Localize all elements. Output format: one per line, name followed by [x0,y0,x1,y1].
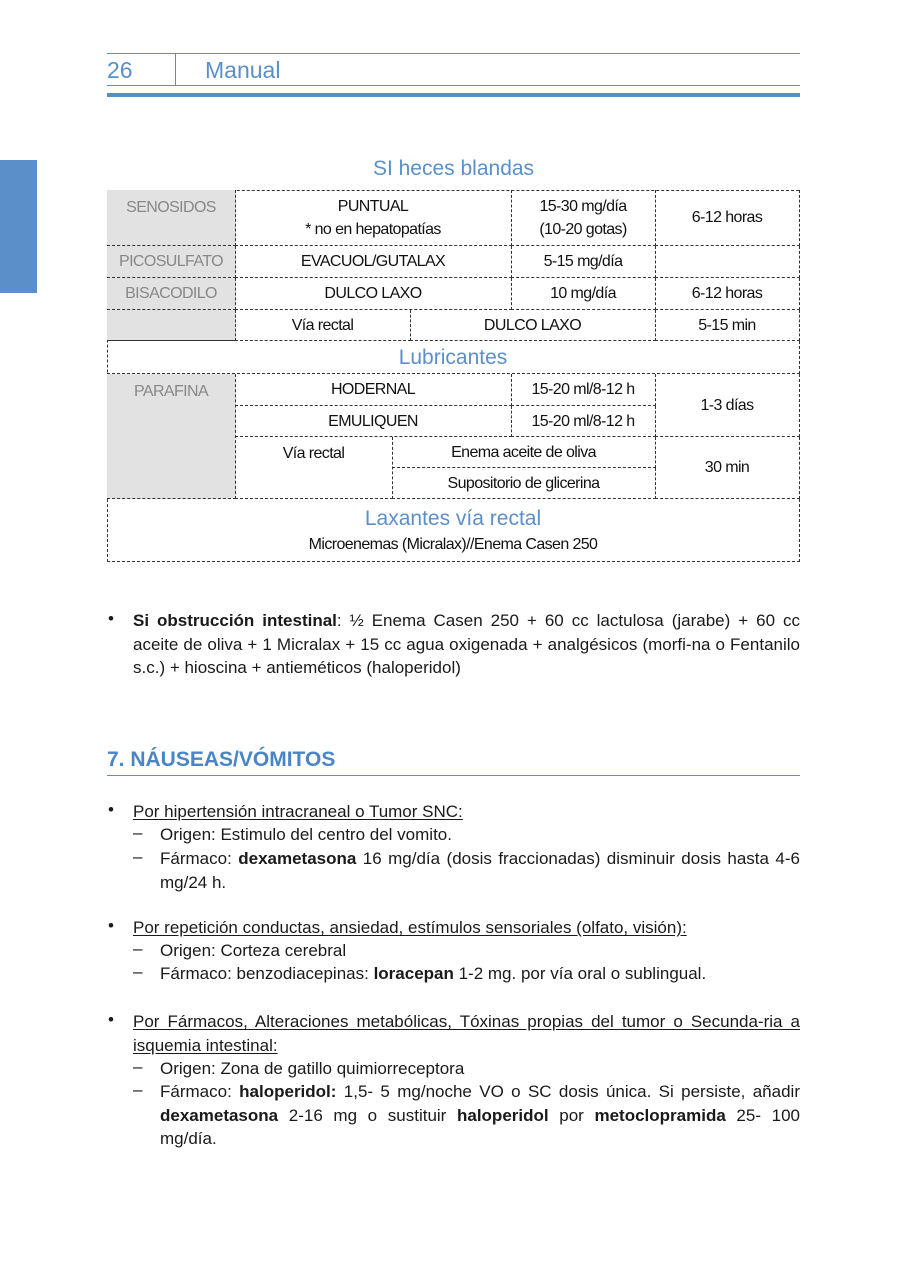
brand-cell: DULCO LAXO [235,278,512,310]
drug-name: haloperidol [456,1105,549,1125]
drug-name: dexametasona [160,1105,279,1125]
route-cell: Vía rectal [235,437,393,499]
laxantes-text: Microenemas (Micralax)//Enema Casen 250 [308,535,598,553]
bullet: • [108,800,114,819]
item-title-text: Por Fármacos, Alteraciones metabólicas, Tóxinas propias del tumor o Secunda-ria a isquemia intestinal: [133,1012,800,1055]
section-title-heces: SI heces blandas [372,157,535,180]
brand-name: PUNTUAL [337,197,409,215]
t: 1,5- 5 mg/noche VO o SC dosis única. Si persiste, añadir [336,1082,800,1101]
item-title [133,800,800,824]
drug-cell: PARAFINA [107,374,236,499]
time-cell: 6-12 horas [655,190,800,246]
drug-cell: PICOSULFATO [107,246,236,278]
time-cell: 1-3 días [655,374,800,437]
item-drug [160,847,800,894]
brand-cell: HODERNAL [235,374,512,406]
brand-cell [235,190,512,246]
brand-cell: EMULIQUEN [235,406,512,437]
drug-name: metoclopramida [594,1105,726,1125]
brand-cell: DULCO LAXO [410,310,656,341]
t: Fármaco: benzodiacepinas: [160,964,374,983]
item-drug [160,962,800,986]
header-rule-bottom [107,85,800,86]
dose-cell: 10 mg/día [511,278,656,310]
item-title-text: Por hipertensión intracraneal o Tumor SNC: [133,802,463,821]
dose-drops: (10-20 gotas) [539,220,627,238]
item-origin: Origen: Corteza cerebral [160,941,347,960]
brand-cell: EVACUOL/GUTALAX [235,246,512,278]
bullet: • [108,1010,114,1029]
obstruction-text: : ½ Enema Casen 250 + 60 cc lactulosa (jarabe) + 60 cc aceite de oliva + 1 Micralax + 15 cc agua oxigenada + analgésicos (morfi-na o Fentanilo s.c.) + hioscina + antieméticos (haloperidol) [133,611,800,677]
header-title: Manual [205,57,281,83]
item-title [133,916,800,940]
drug-cell: SENOSIDOS [107,190,236,246]
time-cell [655,246,800,278]
t: Fármaco: [160,1082,240,1101]
route-cell: Vía rectal [235,310,411,341]
dose-cell: 15-20 ml/8-12 h [511,406,656,437]
brand-cell: Enema aceite de oliva [392,437,656,468]
bullet: • [108,609,114,628]
dash: – [133,847,143,866]
item-title-text: Por repetición conductas, ansiedad, estímulos sensoriales (olfato, visión): [133,918,687,937]
item-origin: Origen: Zona de gatillo quimiorreceptora [160,1059,465,1078]
section-title-laxantes: Laxantes vía rectal [364,506,542,530]
time-cell: 30 min [655,437,800,499]
laxantes-cell [107,499,800,562]
brand-note: * no en hepatopatías [305,220,441,238]
header-bar [107,93,800,97]
dose-cell: 5-15 mg/día [511,246,656,278]
dash: – [133,1080,143,1099]
dash: – [133,823,143,842]
t: Fármaco: [160,849,239,868]
t: 25- 100 mg/día. [160,1105,800,1148]
dose-cell: 15-20 ml/8-12 h [511,374,656,406]
time-cell: 6-12 horas [655,278,800,310]
obstruction-paragraph [133,609,800,680]
drug-name: haloperidol: [239,1082,337,1101]
header-rule-top [107,53,800,54]
t: por [548,1105,595,1125]
header-divider [175,54,176,85]
time-cell: 5-15 min [655,310,800,341]
dose-cell [511,190,656,246]
t: 16 mg/día (dosis fraccionadas) disminuir dosis hasta 4-6 mg/24 h. [160,849,800,892]
obstruction-label: Si obstrucción intestinal [133,611,337,630]
item-drug [160,1080,800,1151]
drug-name: loracepan [373,964,454,983]
brand-cell: Supositorio de glicerina [392,468,656,499]
dash: – [133,939,143,958]
page-number: 26 [107,57,133,83]
side-tab-marker [0,160,37,293]
section-title-lubricantes: Lubricantes [107,341,800,374]
t: 1-2 mg. por vía oral o sublingual. [453,964,707,983]
drug-cell: BISACODILO [107,278,236,310]
item-title [133,1010,800,1057]
t: 2-16 mg o sustituir [278,1105,457,1125]
dose: 15-30 mg/día [539,197,627,215]
section-heading: 7. NÁUSEAS/VÓMITOS [107,748,336,771]
item-origin: Origen: Estimulo del centro del vomito. [160,825,452,844]
section-heading-rule [107,775,800,776]
dash: – [133,1057,143,1076]
drug-cell-empty [107,310,236,341]
drug-name: dexametasona [238,849,357,868]
dash: – [133,962,143,981]
bullet: • [108,916,114,935]
